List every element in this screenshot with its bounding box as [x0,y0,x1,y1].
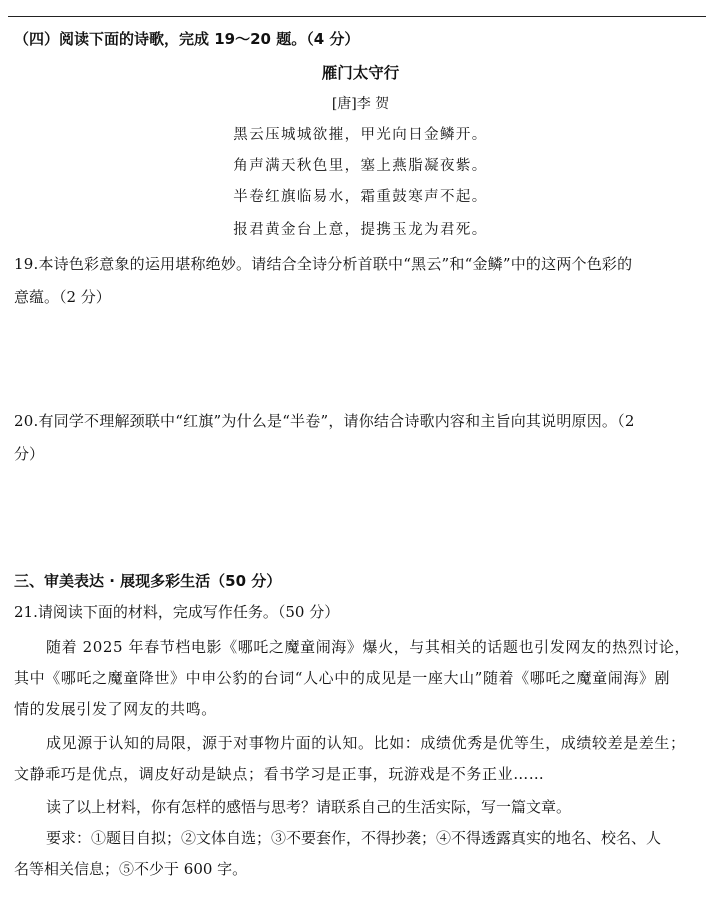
material-paragraph-line: 成见源于认知的局限，源于对事物片面的认知。比如：成绩优秀是优等生，成绩较差是差生； [46,734,686,752]
question-20-text-cont: 分） [14,445,45,463]
poem-line: 报君黄金台上意，提携玉龙为君死。 [233,222,488,238]
question-19-text: 19.本诗色彩意象的运用堪称绝妙。请结合全诗分析首联中“黑云”和“金鳞”中的这两个色彩的 [14,255,633,273]
requirements-text: 要求：①题目自拟；②文体自选；③不要套作，不得抄袭；④不得透露真实的地名、校名、人 [46,829,662,847]
question-19-text-cont: 意蕴。（2 分） [14,288,111,306]
section-three-heading: 三、审美表达 · 展现多彩生活（50 分） [14,572,282,590]
poem-author: [唐]李 贺 [331,96,390,112]
poem-title: 雁门太守行 [321,64,400,82]
poem-line: 半卷红旗临易水，霜重鼓寒声不起。 [233,189,488,205]
question-20-text: 20.有同学不理解颈联中“红旗”为什么是“半卷”，请你结合诗歌内容和主旨向其说明原因。（2 [14,412,635,430]
material-paragraph-line: 文静乖巧是优点，调皮好动是缺点；看书学习是正事，玩游戏是不务正业…… [14,765,545,783]
material-paragraph-line: 随着 2025 年春节档电影《哪吒之魔童闹海》爆火，与其相关的话题也引发网友的热烈讨论， [46,638,691,656]
poem-line: 角声满天秋色里，塞上燕脂凝夜紫。 [233,158,488,174]
material-paragraph-line: 情的发展引发了网友的共鸣。 [14,700,217,718]
top-divider [8,16,706,17]
poem-line: 黑云压城城欲摧，甲光向日金鳞开。 [233,127,488,143]
requirements-text-cont: 名等相关信息；⑤不少于 600 字。 [14,860,248,878]
material-paragraph-line: 其中《哪吒之魔童降世》中申公豹的台词“人心中的成见是一座大山”随着《哪吒之魔童闹海》剧 [14,669,671,687]
question-21-text: 21.请阅读下面的材料，完成写作任务。（50 分） [14,603,340,621]
writing-prompt: 读了以上材料，你有怎样的感悟与思考？请联系自己的生活实际，写一篇文章。 [46,798,572,816]
section-four-heading: （四）阅读下面的诗歌，完成 19～20 题。（4 分） [14,30,360,48]
